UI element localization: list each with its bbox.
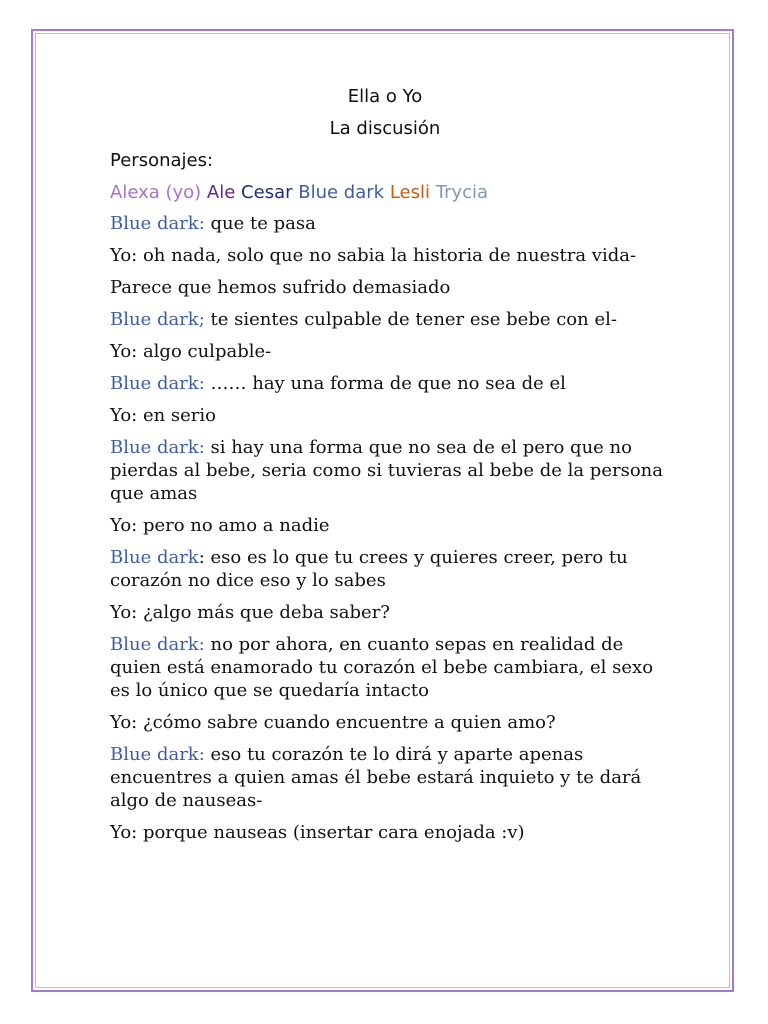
speaker-name: Blue dark; (110, 309, 205, 330)
dialogue-line (110, 633, 670, 702)
line-text: Yo: ¿cómo sabre cuando encuentre a quien amo? (110, 712, 556, 733)
dialogue-line (110, 404, 670, 427)
character-alexa: Alexa (yo) (110, 182, 202, 203)
character-cesar: Cesar (241, 182, 293, 203)
document-title: Ella o Yo (347, 86, 423, 107)
line-text: Yo: algo culpable- (110, 341, 272, 362)
dialogue-line (110, 276, 670, 299)
dialogue-line (110, 212, 670, 235)
document-subtitle: La discusión (329, 118, 441, 139)
speaker-name: Blue dark: (110, 744, 205, 765)
document-body (110, 84, 670, 853)
line-text: que te pasa (204, 213, 316, 234)
speaker-name: Blue dark: (110, 213, 205, 234)
dialogue-line (110, 308, 670, 331)
line-text: te sientes culpable de tener ese bebe con el- (204, 309, 617, 330)
line-text: Yo: ¿algo más que deba saber? (110, 602, 390, 623)
line-text: Yo: en serio (110, 405, 216, 426)
line-text: : eso es lo que tu crees y quieres creer, pero tu corazón no dice eso y lo sabes (110, 547, 628, 591)
dialogue-line (110, 244, 670, 267)
character-blue-dark: Blue dark (298, 182, 385, 203)
line-text: …… hay una forma de que no sea de el (204, 373, 566, 394)
line-text: Yo: oh nada, solo que no sabia la historia de nuestra vida- (110, 245, 637, 266)
dialogue-line (110, 601, 670, 624)
character-trycia: Trycia (435, 182, 489, 203)
speaker-name: Blue dark: (110, 373, 205, 394)
dialogue-line (110, 546, 670, 592)
dialogue-line (110, 821, 670, 844)
line-text: si hay una forma que no sea de el pero que no pierdas al bebe, seria como si tuvieras al bebe de la persona que amas (110, 437, 663, 504)
dialogue (110, 212, 670, 844)
characters-label: Personajes: (110, 150, 214, 171)
character-ale: Ale (206, 182, 236, 203)
line-text: Yo: porque nauseas (insertar cara enojada :v) (110, 822, 525, 843)
speaker-name: Blue dark: (110, 634, 205, 655)
line-text: Yo: pero no amo a nadie (110, 515, 330, 536)
dialogue-line (110, 514, 670, 537)
line-text: Parece que hemos sufrido demasiado (110, 277, 451, 298)
dialogue-line (110, 711, 670, 734)
dialogue-line (110, 372, 670, 395)
dialogue-line (110, 340, 670, 363)
speaker-name: Blue dark: (110, 437, 205, 458)
character-lesli: Lesli (389, 182, 430, 203)
speaker-name: Blue dark (110, 547, 199, 568)
dialogue-line (110, 743, 670, 812)
line-text: eso tu corazón te lo dirá y aparte apenas encuentres a quien amas él bebe estará inquieto y te dará algo de nauseas- (110, 744, 642, 811)
line-text: no por ahora, en cuanto sepas en realidad de quien está enamorado tu corazón el bebe cambiara, el sexo es lo único que se quedaría intacto (110, 634, 654, 701)
dialogue-line (110, 436, 670, 505)
characters-list (110, 180, 670, 206)
